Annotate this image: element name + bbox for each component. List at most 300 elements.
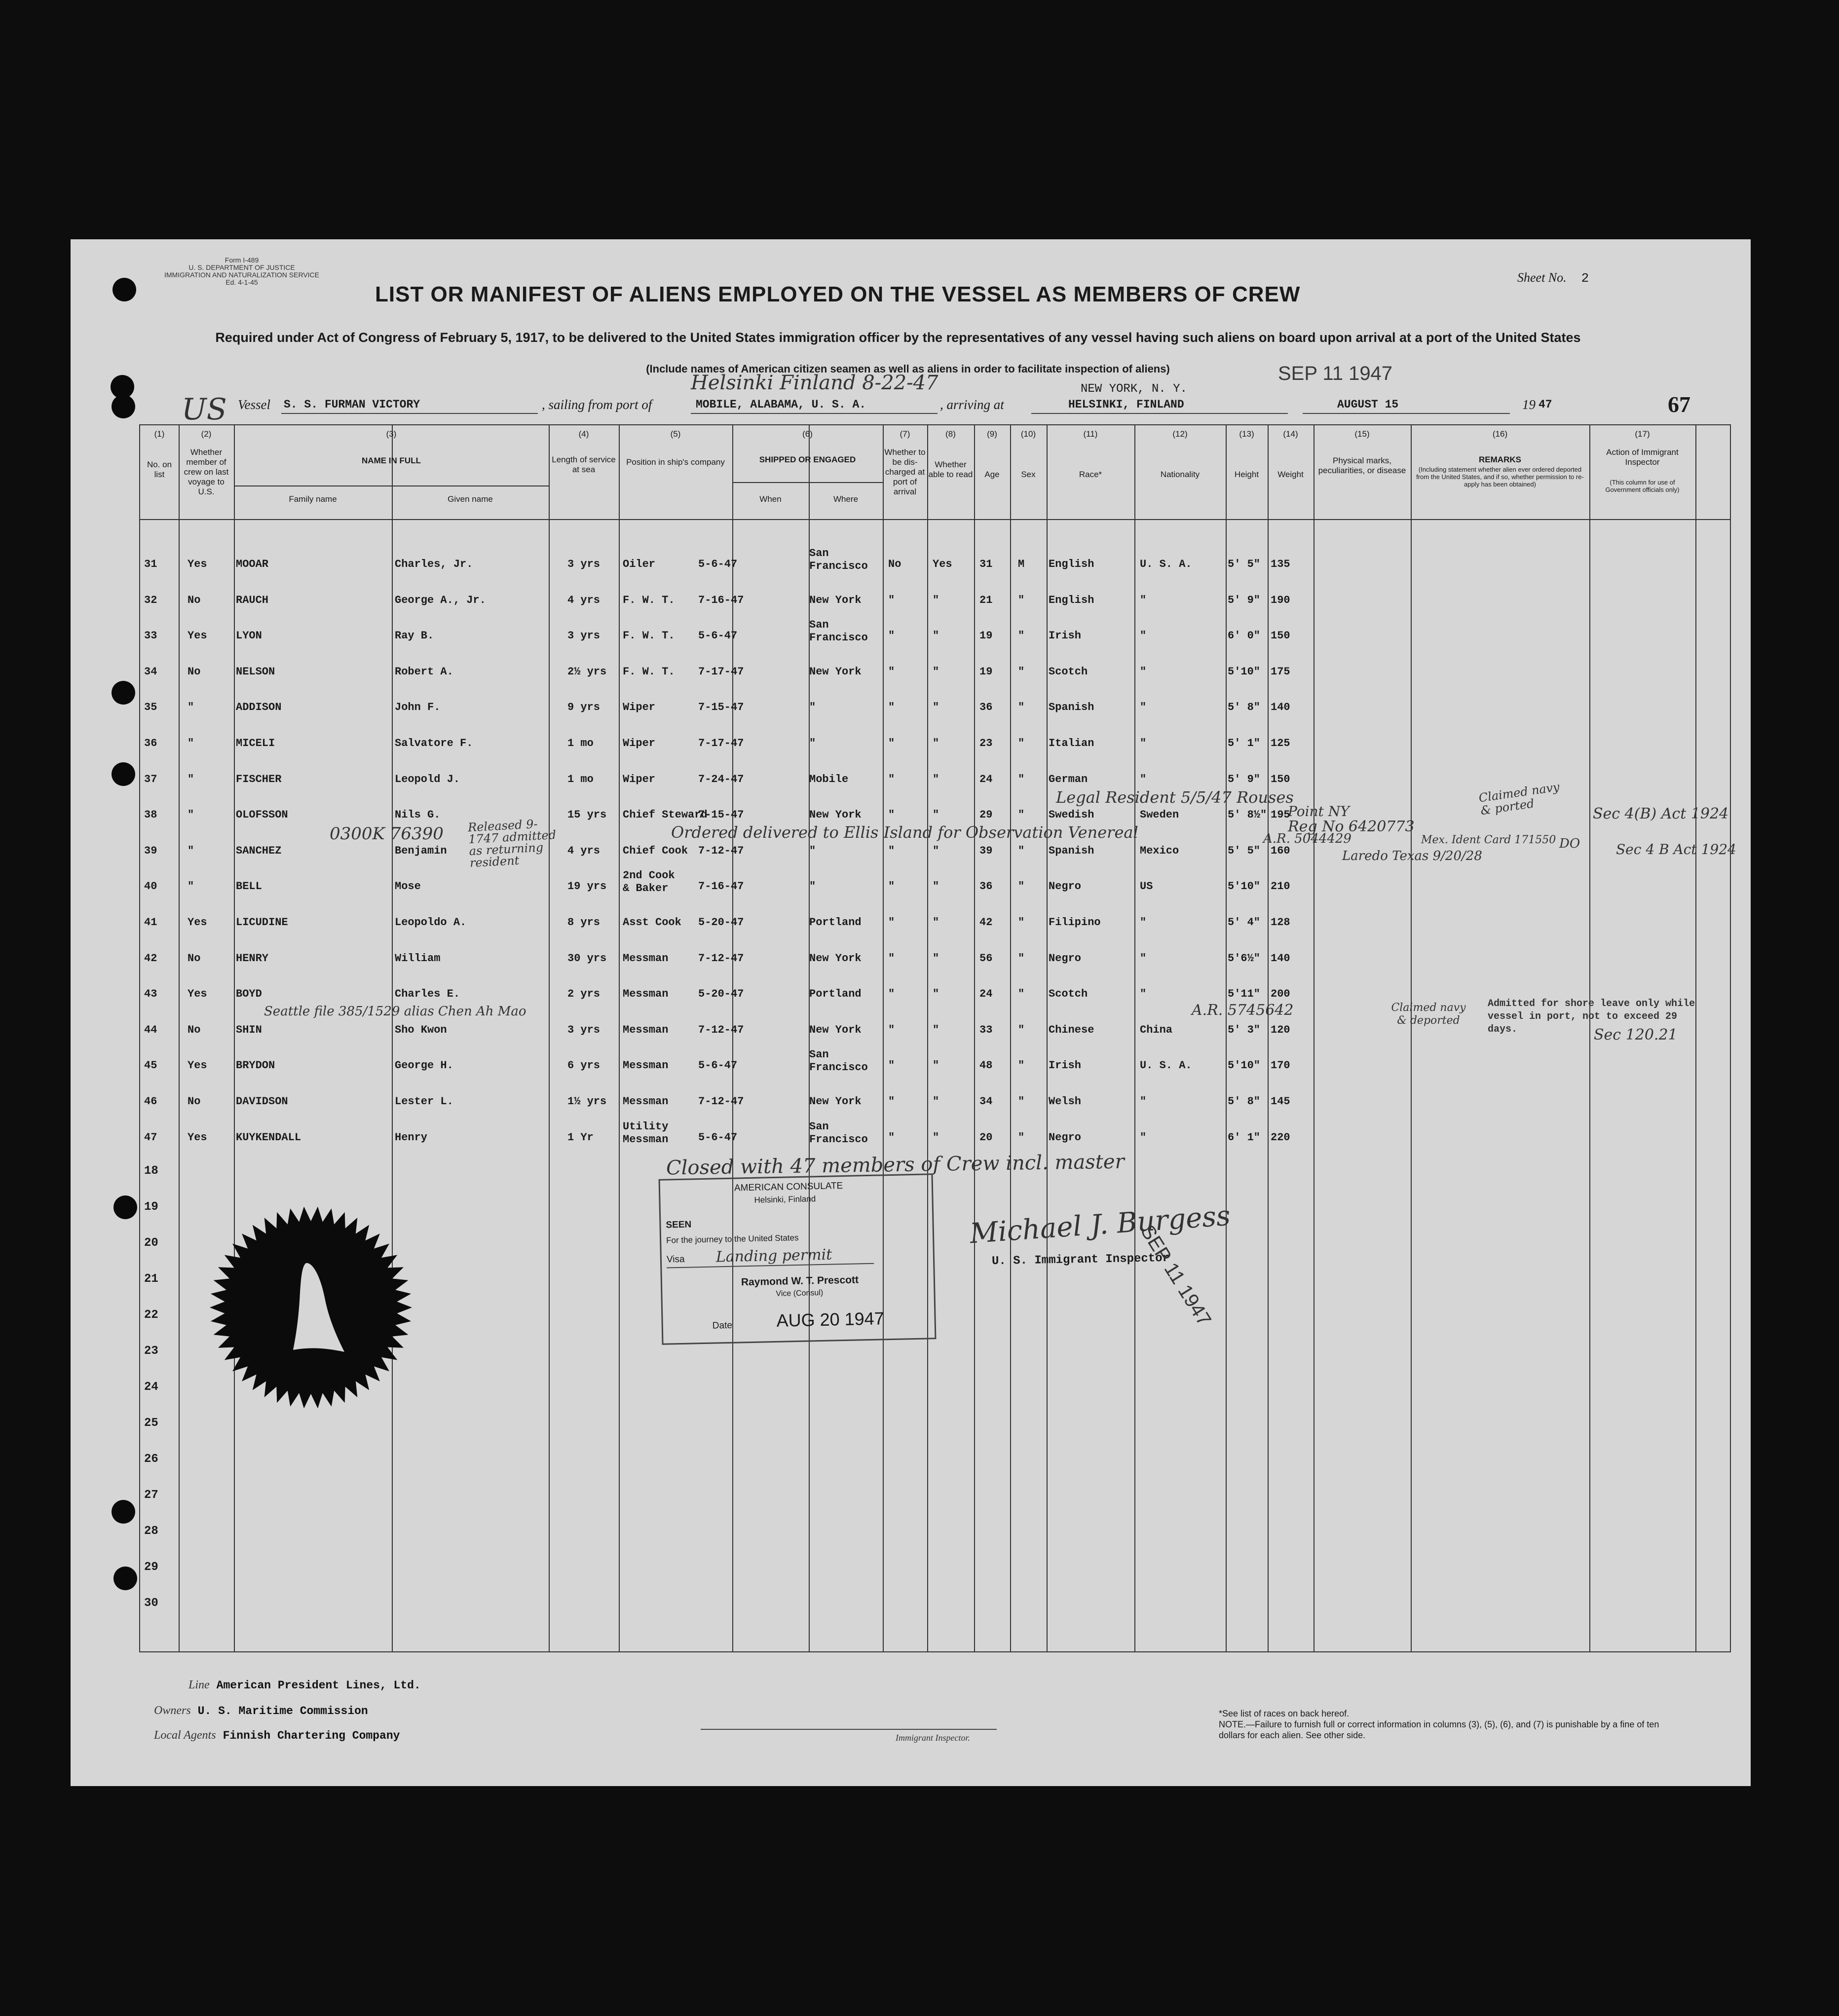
- sheet-number: Sheet No. 2: [1517, 270, 1589, 286]
- cell-race: Scotch: [1049, 665, 1088, 678]
- cell-able-read: ": [933, 809, 939, 821]
- cell-when: 7-12-47: [698, 952, 744, 965]
- cell-given-name: Leopold J.: [395, 773, 460, 785]
- note-claimed-navy: Claimed navy & ported: [1478, 780, 1561, 818]
- cell-length-service: 6 yrs: [567, 1059, 600, 1072]
- row-number: 36: [144, 737, 157, 749]
- cell-when: 7-17-47: [698, 665, 744, 678]
- cell-where: ": [809, 844, 816, 857]
- cell-discharged: ": [888, 880, 895, 893]
- col-shipped-engaged: SHIPPED OR ENGAGED: [759, 455, 856, 464]
- cell-weight: 200: [1271, 988, 1290, 1001]
- note-closed-with: Closed with 47 members of Crew incl. master: [666, 1150, 1125, 1180]
- note-ar-44: A.R. 5745642: [1192, 1002, 1294, 1019]
- cell-age: 39: [979, 844, 993, 857]
- cell-when: 7-12-47: [698, 844, 744, 857]
- colnum-15: (15): [1354, 429, 1370, 439]
- cell-sex: ": [1018, 1095, 1025, 1108]
- cell-family-name: DAVIDSON: [236, 1095, 288, 1108]
- col-age: Age: [984, 470, 1000, 479]
- colnum-11: (11): [1083, 429, 1098, 439]
- cell-family-name: FISCHER: [236, 773, 282, 785]
- empty-row-number: 24: [144, 1381, 158, 1394]
- cell-weight: 175: [1271, 665, 1290, 678]
- col-action: Action of Immigrant Inspector: [1606, 448, 1679, 467]
- empty-row-number: 28: [144, 1525, 158, 1538]
- inspector-signature: Michael J. Burgess: [969, 1199, 1232, 1250]
- cell-position: Messman: [623, 1095, 669, 1108]
- cell-length-service: 2 yrs: [567, 988, 600, 1001]
- cell-age: 21: [979, 594, 993, 606]
- cell-family-name: LICUDINE: [236, 916, 288, 929]
- col-when: When: [759, 494, 782, 504]
- cell-when: 5-20-47: [698, 988, 744, 1001]
- col-where: Where: [833, 494, 859, 504]
- cell-nationality: ": [1140, 737, 1147, 749]
- wax-seal-icon: [207, 1204, 414, 1411]
- cell-race: Scotch: [1049, 988, 1088, 1001]
- colnum-4: (4): [578, 429, 589, 439]
- row-number: 39: [144, 844, 157, 857]
- cell-nationality: ": [1140, 594, 1147, 606]
- colnum-8: (8): [945, 429, 956, 439]
- cell-able-read: ": [933, 916, 939, 929]
- cell-member: ": [188, 701, 194, 714]
- cell-nationality: ": [1140, 773, 1147, 785]
- row-number: 45: [144, 1059, 157, 1072]
- cell-where: ": [809, 880, 816, 893]
- cell-member: Yes: [188, 988, 207, 1001]
- note-released: Released 9-1747 admitted as returning resident: [467, 817, 557, 870]
- cell-age: 33: [979, 1023, 993, 1036]
- table-row: [0, 866, 1839, 902]
- cell-where: New York: [809, 665, 862, 678]
- consulate-visa-label: Visa: [666, 1254, 685, 1265]
- colnum-16: (16): [1492, 429, 1508, 439]
- cell-length-service: 1 mo: [567, 773, 594, 785]
- row-number: 37: [144, 773, 157, 785]
- cell-nationality: ": [1140, 665, 1147, 678]
- cell-discharged: ": [888, 1059, 895, 1072]
- binder-hole: [113, 1567, 137, 1590]
- empty-row-number: 20: [144, 1236, 158, 1250]
- cell-nationality: ": [1140, 1095, 1147, 1108]
- cell-member: ": [188, 737, 194, 749]
- cell-weight: 190: [1271, 594, 1290, 606]
- cell-given-name: John F.: [395, 701, 441, 714]
- cell-where: ": [809, 701, 816, 714]
- cell-given-name: Benjamin: [395, 844, 447, 857]
- cell-given-name: Leopoldo A.: [395, 916, 467, 929]
- col-length-service: Length of service at sea: [552, 455, 616, 474]
- cell-able-read: Yes: [933, 558, 952, 570]
- include-note: (Include names of American citizen seamen as well as aliens in order to facilitate inspection of aliens): [646, 363, 1170, 375]
- cell-age: 48: [979, 1059, 993, 1072]
- empty-row-number: 22: [144, 1308, 158, 1322]
- cell-position: F. W. T.: [623, 630, 675, 642]
- cell-when: 7-15-47: [698, 809, 744, 821]
- cell-length-service: 4 yrs: [567, 844, 600, 857]
- cell-family-name: MICELI: [236, 737, 275, 749]
- cell-height: 5'10": [1228, 1059, 1261, 1072]
- cell-discharged: ": [888, 773, 895, 785]
- cell-height: 5'10": [1228, 880, 1261, 893]
- cell-family-name: MOOAR: [236, 558, 269, 570]
- act-statement: Required under Act of Congress of February 5, 1917, to be delivered to the United States immigration officer by the representatives of any vessel having such aliens on board upon arrival at a port of the United States: [215, 330, 1581, 345]
- cell-sex: ": [1018, 880, 1025, 893]
- empty-row-number: 19: [144, 1200, 158, 1214]
- cell-member: No: [188, 665, 201, 678]
- note-point-ny: Point NY: [1288, 803, 1350, 820]
- cell-where: San Francisco: [809, 1048, 868, 1074]
- cell-given-name: Charles, Jr.: [395, 558, 473, 570]
- row-number: 41: [144, 916, 157, 929]
- cell-age: 24: [979, 988, 993, 1001]
- cell-height: 5' 8": [1228, 701, 1261, 714]
- cell-sex: ": [1018, 1023, 1025, 1036]
- cell-height: 5'6½": [1228, 952, 1261, 965]
- colnum-13: (13): [1239, 429, 1254, 439]
- cell-sex: ": [1018, 665, 1025, 678]
- cell-able-read: ": [933, 630, 939, 642]
- cell-nationality: ": [1140, 630, 1147, 642]
- cell-sex: ": [1018, 952, 1025, 965]
- cell-weight: 145: [1271, 1095, 1290, 1108]
- cell-member: Yes: [188, 1131, 207, 1144]
- cell-race: English: [1049, 558, 1094, 570]
- page-mark: 67: [1668, 392, 1690, 417]
- cell-member: No: [188, 1095, 201, 1108]
- cell-nationality: ": [1140, 952, 1147, 965]
- colnum-9: (9): [987, 429, 997, 439]
- cell-race: Swedish: [1049, 809, 1094, 821]
- cell-length-service: 1 mo: [567, 737, 594, 749]
- cell-discharged: ": [888, 916, 895, 929]
- consulate-seen: SEEN: [666, 1219, 692, 1231]
- cell-race: German: [1049, 773, 1088, 785]
- cell-length-service: 3 yrs: [567, 630, 600, 642]
- table-row: [0, 723, 1839, 759]
- cell-age: 36: [979, 701, 993, 714]
- cell-when: 7-12-47: [698, 1023, 744, 1036]
- cell-discharged: No: [888, 558, 901, 570]
- cell-able-read: ": [933, 1023, 939, 1036]
- cell-height: 5' 8": [1228, 1095, 1261, 1108]
- cell-position: F. W. T.: [623, 665, 675, 678]
- cell-member: ": [188, 809, 194, 821]
- arriving-port: HELSINKI, FINLAND: [1068, 398, 1184, 411]
- cell-where: ": [809, 737, 816, 749]
- cell-given-name: Charles E.: [395, 988, 460, 1001]
- cell-where: Portland: [809, 916, 862, 929]
- cell-age: 19: [979, 630, 993, 642]
- cell-family-name: KUYKENDALL: [236, 1131, 301, 1144]
- cell-discharged: ": [888, 630, 895, 642]
- cell-when: 7-15-47: [698, 701, 744, 714]
- cell-nationality: ": [1140, 701, 1147, 714]
- cell-discharged: ": [888, 952, 895, 965]
- cell-where: San Francisco: [809, 1120, 868, 1146]
- cell-family-name: SANCHEZ: [236, 844, 282, 857]
- col-remarks: REMARKS: [1479, 455, 1521, 464]
- note-sec-4b: Sec 4(B) Act 1924: [1593, 805, 1729, 822]
- cell-weight: 135: [1271, 558, 1290, 570]
- cell-when: 7-17-47: [698, 737, 744, 749]
- cell-sex: ": [1018, 737, 1025, 749]
- row-number: 46: [144, 1095, 157, 1108]
- colnum-7: (7): [900, 429, 910, 439]
- cell-discharged: ": [888, 737, 895, 749]
- cell-able-read: ": [933, 1059, 939, 1072]
- form-identifier: Form I-489 U. S. DEPARTMENT OF JUSTICE IMMIGRATION AND NATURALIZATION SERVICE Ed. 4-1-45: [164, 256, 319, 286]
- cell-length-service: 4 yrs: [567, 594, 600, 606]
- cell-sex: ": [1018, 809, 1025, 821]
- cell-height: 5' 5": [1228, 558, 1261, 570]
- cell-able-read: ": [933, 737, 939, 749]
- cell-family-name: OLOFSSON: [236, 809, 288, 821]
- cell-age: 19: [979, 665, 993, 678]
- cell-height: 5' 5": [1228, 844, 1261, 857]
- cell-height: 5' 9": [1228, 594, 1261, 606]
- cell-able-read: ": [933, 952, 939, 965]
- sailing-label: , sailing from port of: [542, 397, 652, 412]
- document-title: LIST OR MANIFEST OF ALIENS EMPLOYED ON THE VESSEL AS MEMBERS OF CREW: [375, 282, 1301, 306]
- cell-nationality: U. S. A.: [1140, 1059, 1192, 1072]
- cell-given-name: Lester L.: [395, 1095, 453, 1108]
- cell-sex: ": [1018, 594, 1025, 606]
- row-number: 33: [144, 630, 157, 642]
- cell-given-name: Salvatore F.: [395, 737, 473, 749]
- cell-when: 5-20-47: [698, 916, 744, 929]
- cell-where: New York: [809, 952, 862, 965]
- cell-age: 29: [979, 809, 993, 821]
- note-seattle-file: Seattle file 385/1529 alias Chen Ah Mao: [264, 1004, 526, 1019]
- cell-weight: 170: [1271, 1059, 1290, 1072]
- cell-weight: 160: [1271, 844, 1290, 857]
- cell-family-name: HENRY: [236, 952, 269, 965]
- cell-sex: ": [1018, 773, 1025, 785]
- empty-row-number: 29: [144, 1561, 158, 1574]
- table-row: [0, 938, 1839, 974]
- cell-length-service: 15 yrs: [567, 809, 607, 821]
- cell-length-service: 9 yrs: [567, 701, 600, 714]
- footer-immigrant-inspector: Immigrant Inspector.: [896, 1733, 970, 1743]
- table-row: [0, 652, 1839, 687]
- binder-hole: [113, 1195, 137, 1219]
- cell-discharged: ": [888, 844, 895, 857]
- cell-race: Spanish: [1049, 844, 1094, 857]
- cell-where: New York: [809, 1023, 862, 1036]
- cell-length-service: 30 yrs: [567, 952, 607, 965]
- cell-discharged: ": [888, 665, 895, 678]
- col-position: Position in ship's company: [626, 457, 725, 467]
- row-number: 43: [144, 988, 157, 1001]
- footer-line: Line American President Lines, Ltd.: [188, 1679, 421, 1692]
- cell-able-read: ": [933, 594, 939, 606]
- colnum-1: (1): [154, 429, 165, 439]
- cell-sex: ": [1018, 1059, 1025, 1072]
- table-row: [0, 1082, 1839, 1117]
- cell-when: 5-6-47: [698, 1059, 738, 1072]
- col-sex: Sex: [1021, 470, 1036, 479]
- cell-race: Chinese: [1049, 1023, 1094, 1036]
- cell-age: 23: [979, 737, 993, 749]
- arriving-label: , arriving at: [940, 397, 1004, 412]
- cell-age: 24: [979, 773, 993, 785]
- inspector-date-stamp: SEP 11 1947: [1136, 1221, 1215, 1330]
- cell-sex: ": [1018, 630, 1025, 642]
- cell-length-service: 8 yrs: [567, 916, 600, 929]
- cell-family-name: RAUCH: [236, 594, 269, 606]
- cell-position: Chief Steward: [623, 809, 708, 821]
- note-claimed-deported: Claimed navy & deported: [1391, 1002, 1466, 1027]
- cell-position: Wiper: [623, 701, 656, 714]
- colnum-5: (5): [670, 429, 681, 439]
- col-race: Race*: [1079, 470, 1102, 479]
- consulate-title: AMERICAN CONSULATE: [734, 1181, 843, 1194]
- row-number: 38: [144, 809, 157, 821]
- cell-position: Oiler: [623, 558, 656, 570]
- cell-height: 6' 1": [1228, 1131, 1261, 1144]
- colnum-3: (3): [386, 429, 397, 439]
- col-remarks-sub: (Including statement whether alien ever ordered deported from the United States, and if so, whether permission to re-apply has been obtained): [1416, 466, 1584, 488]
- cell-weight: 140: [1271, 701, 1290, 714]
- cell-family-name: LYON: [236, 630, 262, 642]
- row-number: 32: [144, 594, 157, 606]
- row-number: 34: [144, 665, 157, 678]
- empty-row-number: 23: [144, 1344, 158, 1358]
- cell-member: Yes: [188, 916, 207, 929]
- consulate-date-label: Date: [712, 1320, 733, 1331]
- cell-weight: 120: [1271, 1023, 1290, 1036]
- note-file-no: 0300K 76390: [330, 824, 444, 844]
- cell-given-name: William: [395, 952, 441, 965]
- cell-member: Yes: [188, 1059, 207, 1072]
- cell-when: 5-6-47: [698, 630, 738, 642]
- cell-length-service: 3 yrs: [567, 558, 600, 570]
- colnum-17: (17): [1635, 429, 1650, 439]
- cell-member: No: [188, 1023, 201, 1036]
- note-ditto: DO: [1559, 836, 1580, 851]
- cell-family-name: BRYDON: [236, 1059, 275, 1072]
- cell-age: 31: [979, 558, 993, 570]
- row-number: 42: [144, 952, 157, 965]
- empty-row-number: 21: [144, 1272, 158, 1286]
- cell-when: 7-12-47: [698, 1095, 744, 1108]
- table-row: [0, 580, 1839, 616]
- note-reg-no: Reg No 6420773: [1288, 818, 1415, 835]
- cell-family-name: ADDISON: [236, 701, 282, 714]
- cell-weight: 150: [1271, 630, 1290, 642]
- note-shore-leave: Admitted for shore leave only while vessel in port, not to exceed 29 days.: [1488, 998, 1695, 1035]
- cell-discharged: ": [888, 594, 895, 606]
- note-sec4-b-1924: Sec 4 B Act 1924: [1616, 841, 1736, 858]
- consulate-visa-hand: Landing permit: [715, 1246, 832, 1266]
- cell-where: San Francisco: [809, 547, 868, 572]
- cell-member: No: [188, 952, 201, 965]
- cell-height: 5' 1": [1228, 737, 1261, 749]
- note-legal-resident: Legal Resident 5/5/47 Rouses: [1056, 788, 1294, 807]
- cell-when: 7-24-47: [698, 773, 744, 785]
- empty-row-number: 26: [144, 1453, 158, 1466]
- cell-given-name: Nils G.: [395, 809, 441, 821]
- cell-position: Messman: [623, 952, 669, 965]
- consulate-stamp: [659, 1173, 937, 1345]
- cell-nationality: ": [1140, 916, 1147, 929]
- cell-able-read: ": [933, 880, 939, 893]
- cell-able-read: ": [933, 1095, 939, 1108]
- cell-race: Irish: [1049, 630, 1082, 642]
- footer-agents: Local Agents Finnish Chartering Company: [154, 1729, 400, 1742]
- cell-nationality: China: [1140, 1023, 1173, 1036]
- cell-age: 20: [979, 1131, 993, 1144]
- colnum-10: (10): [1020, 429, 1036, 439]
- cell-age: 56: [979, 952, 993, 965]
- cell-weight: 220: [1271, 1131, 1290, 1144]
- vessel-label: Vessel: [238, 397, 270, 412]
- cell-position: Chief Cook: [623, 844, 688, 857]
- inspector-title: U. S. Immigrant Inspector: [991, 1251, 1170, 1269]
- cell-height: 5' 4": [1228, 916, 1261, 929]
- year: 47: [1539, 398, 1552, 411]
- cell-race: English: [1049, 594, 1094, 606]
- cell-height: 5' 9": [1228, 773, 1261, 785]
- empty-row-number: 25: [144, 1417, 158, 1430]
- cell-height: 6' 0": [1228, 630, 1261, 642]
- cell-race: Spanish: [1049, 701, 1094, 714]
- cell-position: Messman: [623, 988, 669, 1001]
- cell-given-name: Sho Kwon: [395, 1023, 447, 1036]
- cell-weight: 128: [1271, 916, 1290, 929]
- cell-member: No: [188, 594, 201, 606]
- colnum-6: (6): [802, 429, 813, 439]
- consulate-consul-name: Raymond W. T. Prescott: [741, 1274, 859, 1288]
- cell-weight: 125: [1271, 737, 1290, 749]
- consulate-consul-title: Vice (Consul): [776, 1288, 824, 1298]
- cell-sex: ": [1018, 844, 1025, 857]
- col-discharged: Whether to be dis-charged at port of arrival: [884, 448, 926, 496]
- cell-sex: ": [1018, 916, 1025, 929]
- cell-weight: 150: [1271, 773, 1290, 785]
- colnum-12: (12): [1172, 429, 1188, 439]
- cell-discharged: ": [888, 1095, 895, 1108]
- col-able-read: Whether able to read: [928, 460, 973, 479]
- cell-member: Yes: [188, 630, 207, 642]
- cell-position: Wiper: [623, 737, 656, 749]
- row-number: 31: [144, 558, 157, 570]
- consulate-date: AUG 20 1947: [776, 1308, 885, 1331]
- colnum-2: (2): [201, 429, 212, 439]
- cell-race: Negro: [1049, 880, 1082, 893]
- cell-able-read: ": [933, 701, 939, 714]
- consulate-city: Helsinki, Finland: [754, 1194, 816, 1205]
- footer-owners: Owners U. S. Maritime Commission: [154, 1704, 368, 1717]
- cell-where: Mobile: [809, 773, 849, 785]
- binder-hole: [112, 1500, 135, 1524]
- cell-family-name: SHIN: [236, 1023, 262, 1036]
- footer-note: *See list of races on back hereof. NOTE.—Failure to furnish full or correct information in columns (3), (5), (6), and (7) is punishable by a fine of ten dollars for each alien. See other side.: [1219, 1709, 1659, 1740]
- empty-row-number: 27: [144, 1489, 158, 1502]
- cell-sex: ": [1018, 988, 1025, 1001]
- row-number: 47: [144, 1131, 157, 1144]
- cell-where: Portland: [809, 988, 862, 1001]
- table-row: [0, 616, 1839, 651]
- sailing-port: MOBILE, ALABAMA, U. S. A.: [696, 398, 866, 411]
- cell-weight: 140: [1271, 952, 1290, 965]
- cell-where: San Francisco: [809, 619, 868, 644]
- cell-position: 2nd Cook & Baker: [623, 869, 675, 895]
- cell-where: New York: [809, 809, 862, 821]
